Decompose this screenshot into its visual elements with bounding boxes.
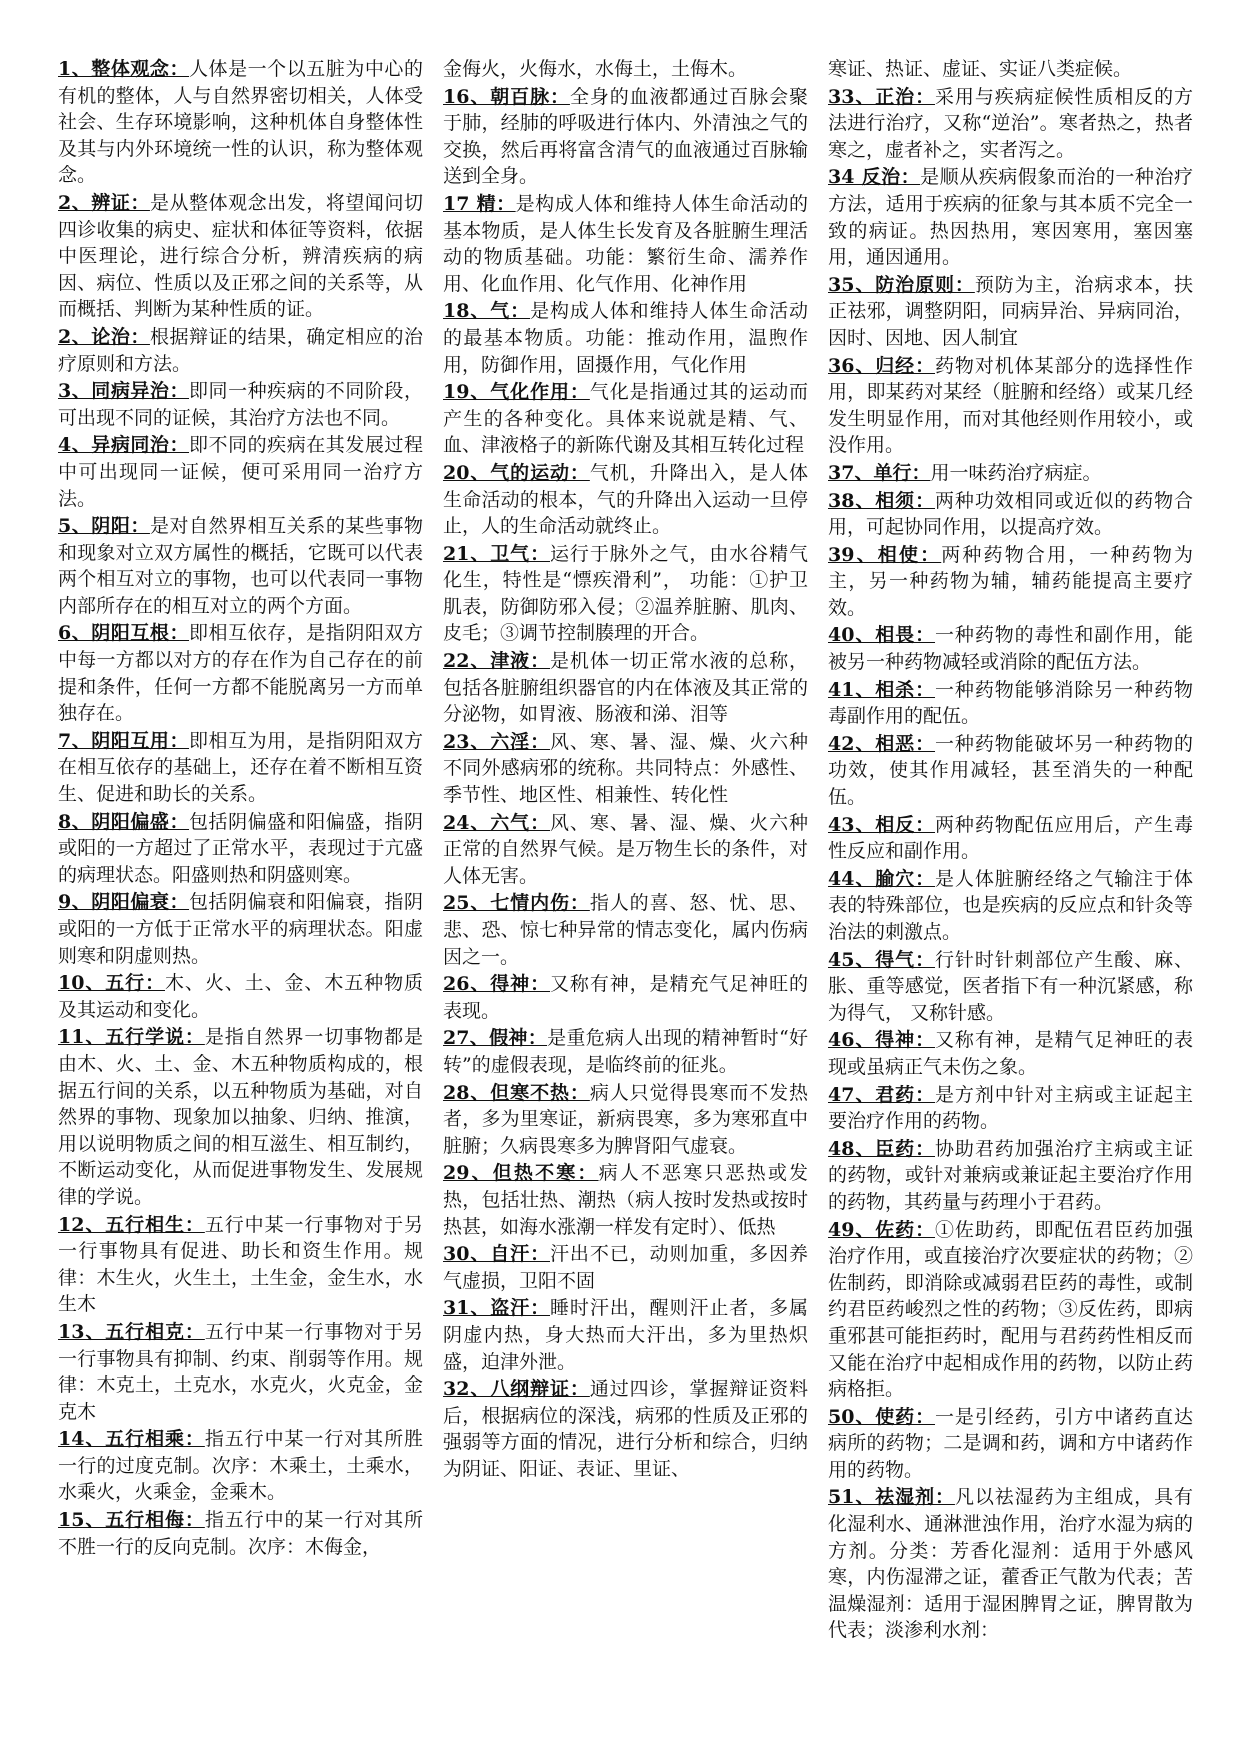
glossary-entry [828, 353, 1193, 459]
glossary-entry [443, 298, 808, 378]
entry-text: 协助君药加强治疗主病或主证的药物，或针对兼病或兼证起主要治疗作用的药物，其药量与药理小于君药。 [828, 1137, 1193, 1213]
glossary-entry [828, 488, 1193, 541]
entry-term: 51、祛湿剂： [828, 1486, 955, 1509]
entry-text: 预防为主，治病求本，扶正祛邪，调整阴阳，同病异治、异病同治，因时、因地、因人制宜 [828, 273, 1193, 349]
glossary-entry [828, 1404, 1193, 1484]
entry-text: 五行中某一行事物对于另一行事物具有促进、助长和资生作用。规律：木生火，火生土，土生金，金生水，水生木 [58, 1213, 423, 1316]
glossary-entry [443, 810, 808, 890]
entry-text: 是顺从疾病假象而治的一种治疗方法，适用于疾病的征象与其本质不完全一致的病证。热因热用，寒因寒用，塞因塞用，通因通用。 [828, 166, 1193, 269]
glossary-entry [443, 379, 808, 459]
glossary-entry [443, 84, 808, 190]
entry-text: 又称有神，是精充气足神旺的表现。 [443, 973, 808, 1022]
entry-term: 20、气的运动： [443, 461, 590, 484]
glossary-entry [828, 1082, 1193, 1135]
entry-text: 病人不恶寒只恶热或发热，包括壮热、潮热（病人按时发热或按时热甚，如海水涨潮一样发有定时）、低热 [443, 1162, 808, 1238]
glossary-entry [828, 731, 1193, 811]
glossary-entry [828, 677, 1193, 730]
glossary-entry [58, 1024, 423, 1210]
entry-term: 22、津液： [443, 650, 551, 673]
entry-term: 47、君药： [828, 1083, 936, 1106]
entry-term: 25、七情内伤： [443, 892, 590, 915]
entry-text: ①佐助药，即配伍君臣药加强治疗作用，或直接治疗次要症状的药物；②佐制药，即消除或减弱君臣药的毒性，或制约君臣药峻烈之性的药物；③反佐药，即病重邪甚可能拒药时，配用与君药药性相反而又能在治疗中起相成作用的药物，以防止药病格拒。 [828, 1218, 1193, 1401]
entry-term: 28、但寒不热： [443, 1081, 590, 1104]
entry-text: 寒证、热证、虚证、实证八类症候。 [828, 58, 1133, 80]
glossary-entry [443, 1160, 808, 1240]
column-2 [443, 56, 808, 1706]
entry-term: 38、相须： [828, 489, 936, 512]
entry-text: 五行中某一行事物对于另一行事物具有抑制、约束、削弱等作用。规律：木克土，土克水，水克火，火克金，金克木 [58, 1320, 423, 1423]
entry-term: 2、辨证： [58, 191, 150, 214]
glossary-entry [828, 84, 1193, 164]
glossary-entry [58, 324, 423, 377]
glossary-entry [828, 1027, 1193, 1080]
entry-text: 是对自然界相互关系的某些事物和现象对立双方属性的概括，它既可以代表两个相互对立的事物，也可以代表同一事物内部所存在的相互对立的两个方面。 [58, 515, 423, 617]
glossary-entry [58, 1319, 423, 1425]
entry-text: 睡时汗出，醒则汗止者，多属阴虚内热，身大热而大汗出，多为里热炽盛，迫津外泄。 [443, 1297, 808, 1373]
entry-text: 凡以祛湿药为主组成，具有化湿利水、通淋泄浊作用，治疗水湿为病的方剂。分类：芳香化湿剂：适用于外感风寒，内伤湿滞之证，藿香正气散为代表；苦温燥湿剂：适用于湿困脾胃之证，脾胃散为代表；淡渗利水剂： [828, 1486, 1193, 1642]
glossary-entry [828, 164, 1193, 270]
entry-text: 气机，升降出入，是人体生命活动的根本，气的升降出入运动一旦停止，人的生命活动就终止。 [443, 461, 808, 538]
entry-text: 风、寒、暑、湿、燥、火六种不同外感病邪的统称。共同特点：外感性、季节性、地区性、相兼性、转化性 [443, 730, 808, 807]
entry-text: 汗出不已，动则加重，多因养气虚损，卫阳不固 [443, 1243, 808, 1292]
entry-term: 27、假神： [443, 1027, 548, 1050]
glossary-entry [443, 1376, 808, 1482]
entry-text: 包括阴偏盛和阳偏盛，指阴或阳的一方超过了正常水平，表现过于亢盛的病理状态。阳盛则热和阴盛则寒。 [58, 810, 423, 886]
entry-term: 41、相杀： [828, 678, 936, 701]
entry-text: 是从整体观念出发，将望闻问切四诊收集的病史、症状和体征等资料，依据中医理论，进行综合分析，辨清疾病的病因、病位、性质以及正邪之间的关系等，从而概括、判断为某种性质的证。 [58, 191, 423, 321]
entry-text: 是人体脏腑经络之气输注于体表的特殊部位，也是疾病的反应点和针灸等治法的刺激点。 [828, 867, 1193, 943]
glossary-entry [58, 889, 423, 969]
entry-text: 一种药物的毒性和副作用，能被另一种药物减轻或消除的配伍方法。 [828, 624, 1193, 674]
entry-text: 运行于脉外之气，由水谷精气化生，特性是“慓疾滑利”， 功能：①护卫肌表，防御防邪入侵；②温养脏腑、肌肉、皮毛；③调节控制腠理的开合。 [443, 542, 808, 645]
column-1 [58, 56, 423, 1706]
entry-term: 33、正治： [828, 85, 936, 108]
entry-term: 1、整体观念： [58, 58, 190, 80]
glossary-entry [58, 432, 423, 512]
entry-term: 23、六淫： [443, 730, 551, 753]
column-3 [828, 56, 1193, 1706]
entry-text: 全身的血液都通过百脉会聚于肺，经肺的呼吸进行体内、外清浊之气的交换，然后再将富含清气的血液通过百脉输送到全身。 [443, 85, 808, 188]
glossary-entry [58, 620, 423, 726]
entry-text: 木、火、土、金、木五种物质及其运动和变化。 [58, 972, 423, 1021]
entry-term: 49、佐药： [828, 1218, 936, 1241]
entry-term: 37、单行： [828, 461, 931, 484]
entry-text: 根据辩证的结果，确定相应的治疗原则和方法。 [58, 325, 423, 375]
entry-text: 两种药物合用，一种药物为主，另一种药物为辅，辅药能提高主要疗效。 [828, 543, 1193, 619]
entry-term: 21、卫气： [443, 542, 551, 565]
entry-term: 9、阴阳偏衰： [58, 891, 190, 914]
entry-term: 12、五行相生： [58, 1213, 205, 1236]
glossary-entry [828, 56, 1193, 83]
glossary-entry [443, 729, 808, 809]
entry-term: 8、阴阳偏盛： [58, 810, 190, 833]
glossary-entry [58, 513, 423, 619]
entry-text: 两种药物配伍应用后，产生毒性反应和副作用。 [828, 813, 1193, 863]
glossary-entry [58, 56, 423, 189]
entry-term: 42、相恶： [828, 732, 936, 755]
glossary-entry [443, 890, 808, 970]
entry-text: 一种药物能够消除另一种药物毒副作用的配伍。 [828, 678, 1193, 728]
glossary-entry [443, 1080, 808, 1160]
glossary-entry [443, 56, 808, 83]
entry-term: 15、五行相侮： [58, 1509, 205, 1532]
glossary-entry [58, 1507, 423, 1560]
entry-term: 50、使药： [828, 1405, 936, 1428]
glossary-entry [828, 542, 1193, 622]
entry-text: 金侮火，火侮水，水侮土，土侮木。 [443, 58, 748, 80]
glossary-entry [828, 460, 1193, 487]
glossary-entry [443, 541, 808, 647]
entry-text: 指五行中某一行对其所胜一行的过度克制。次序：木乘土，土乘水，水乘火，火乘金，金乘木。 [58, 1428, 423, 1504]
entry-term: 24、六气： [443, 811, 551, 834]
glossary-entry [828, 1136, 1193, 1216]
glossary-entry [58, 970, 423, 1023]
entry-text: 风、寒、暑、湿、燥、火六种正常的自然界气候。是万物生长的条件，对人体无害。 [443, 811, 808, 887]
entry-text: 是重危病人出现的精神暂时“好转”的虚假表现，是临终前的征兆。 [443, 1027, 808, 1076]
glossary-entry [828, 866, 1193, 946]
entry-text: 包括阴偏衰和阳偏衰，指阴或阳的一方低于正常水平的病理状态。阳虚则寒和阴虚则热。 [58, 891, 423, 967]
entry-text: 是构成人体和维持人体生命活动的基本物质，是人体生长发育及各脏腑生理活动的物质基础。功能：繁衍生命、濡养作用、化血作用、化气作用、化神作用 [443, 192, 808, 295]
entry-term: 17 精： [443, 192, 516, 215]
glossary-entry [443, 460, 808, 540]
entry-term: 43、相反： [828, 813, 936, 836]
entry-text: 又称有神，是精气足神旺的表现或虽病正气未伤之象。 [828, 1029, 1193, 1078]
entry-text: 采用与疾病症候性质相反的方法进行治疗，又称“逆治”。寒者热之，热者寒之，虚者补之，实者泻之。 [828, 85, 1193, 161]
glossary-entry [828, 1484, 1193, 1644]
entry-text: 指人的喜、怒、忧、思、悲、恐、惊七种异常的情志变化，属内伤病因之一。 [443, 892, 808, 968]
entry-text: 即同一种疾病的不同阶段，可出现不同的证候，其治疗方法也不同。 [58, 380, 423, 429]
entry-term: 44、腧穴： [828, 867, 936, 890]
entry-text: 通过四诊，掌握辩证资料后，根据病位的深浅，病邪的性质及正邪的强弱等方面的情况，进行分析和综合，归纳为阴证、阳证、表证、里证、 [443, 1378, 808, 1480]
glossary-entry [443, 191, 808, 297]
entry-text: 两种功效相同或近似的药物合用，可起协同作用，以提高疗效。 [828, 489, 1193, 539]
glossary-entry [58, 378, 423, 431]
glossary-entry [58, 809, 423, 889]
entry-term: 36、归经： [828, 354, 936, 377]
entry-text: 是指自然界一切事物都是由木、火、土、金、木五种物质构成的，根据五行间的关系，以五种物质为基础，对自然界的事物、现象加以抽象、归纳、推演，用以说明物质之间的相互滋生、相互制约，不断运动变化，从而促进事物发生、发展规律的学说。 [58, 1026, 423, 1208]
entry-text: 用一味药治疗病症。 [930, 461, 1102, 484]
glossary-entry [443, 1241, 808, 1294]
entry-term: 32、八纲辩证： [443, 1378, 590, 1401]
glossary-entry [828, 622, 1193, 675]
entry-term: 35、防治原则： [828, 273, 975, 296]
entry-term: 39、相使： [828, 543, 942, 566]
glossary-entry [828, 1217, 1193, 1403]
entry-text: 是机体一切正常水液的总称，包括各脏腑组织器官的内在体液及其正常的分泌物，如胃液、肠液和涕、泪等 [443, 650, 808, 726]
entry-term: 3、同病异治： [58, 380, 190, 403]
entry-text: 即相互为用，是指阴阳双方在相互依存的基础上，还存在着不断相互资生、促进和助长的关系。 [58, 729, 423, 806]
entry-term: 2、论治： [58, 325, 150, 348]
entry-text: 即相互依存，是指阴阳双方中每一方都以对方的存在作为自己存在的前提和条件，任何一方都不能脱离另一方而单独存在。 [58, 622, 423, 725]
entry-term: 45、得气： [828, 948, 936, 971]
glossary-entry [58, 728, 423, 808]
entry-term: 34 反治： [828, 166, 921, 189]
entry-term: 46、得神： [828, 1029, 936, 1052]
glossary-entry [58, 1426, 423, 1506]
entry-term: 4、异病同治： [58, 434, 190, 457]
entry-text: 药物对机体某部分的选择性作用，即某药对某经（脏腑和经络）或某几经发生明显作用，而对其他经则作用较小，或没作用。 [828, 354, 1193, 457]
glossary-entry [443, 648, 808, 728]
entry-text: 是构成人体和维持人体生命活动的最基本物质。功能：推动作用，温煦作用，防御作用，固摄作用，气化作用 [443, 300, 808, 376]
glossary-entry [443, 1025, 808, 1078]
entry-term: 29、但热不寒： [443, 1162, 599, 1185]
entry-term: 40、相畏： [828, 624, 936, 647]
entry-text: 病人只觉得畏寒而不发热者，多为里寒证，新病畏寒，多为寒邪直中脏腑；久病畏寒多为脾肾阳气虚衰。 [443, 1081, 808, 1157]
glossary-entry [828, 947, 1193, 1027]
entry-term: 6、阴阳互根： [58, 622, 190, 645]
entry-term: 14、五行相乘： [58, 1428, 205, 1451]
entry-text: 即不同的疾病在其发展过程中可出现同一证候，便可采用同一治疗方法。 [58, 434, 423, 510]
glossary-entry [828, 272, 1193, 352]
glossary-entry [58, 190, 423, 323]
entry-term: 7、阴阳互用： [58, 729, 190, 752]
entry-text: 指五行中的某一行对其所不胜一行的反向克制。次序：木侮金， [58, 1509, 423, 1558]
entry-term: 5、阴阳： [58, 515, 150, 538]
entry-term: 26、得神： [443, 973, 551, 996]
glossary-entry [828, 812, 1193, 865]
entry-term: 16、朝百脉： [443, 85, 570, 108]
entry-term: 10、五行： [58, 972, 166, 995]
entry-text: 气化是指通过其的运动而产生的各种变化。具体来说就是精、气、血、津液格子的新陈代谢及其相互转化过程 [443, 381, 808, 457]
entry-term: 48、臣药： [828, 1137, 936, 1160]
entry-text: 人体是一个以五脏为中心的有机的整体，人与自然界密切相关，人体受社会、生存环境影响，这种机体自身整体性及其与内外环境统一性的认识，称为整体观念。 [58, 58, 423, 187]
glossary-entry [443, 1295, 808, 1375]
entry-text: 一是引经药，引方中诸药直达病所的药物；二是调和药，调和方中诸药作用的药物。 [828, 1405, 1193, 1481]
entry-term: 31、盗汗： [443, 1297, 551, 1320]
entry-term: 30、自汗： [443, 1243, 551, 1266]
entry-term: 18、气： [443, 300, 531, 323]
entry-text: 一种药物能破坏另一种药物的功效，使其作用减轻，甚至消失的一种配伍。 [828, 732, 1193, 809]
glossary-entry [443, 971, 808, 1024]
entry-term: 13、五行相克： [58, 1320, 205, 1343]
document-page [58, 56, 1193, 1706]
glossary-entry [58, 1212, 423, 1318]
entry-term: 11、五行学说： [58, 1026, 205, 1049]
entry-text: 行针时针刺部位产生酸、麻、胀、重等感觉，医者指下有一种沉紧感，称为得气， 又称针感。 [828, 948, 1193, 1024]
entry-text: 是方剂中针对主病或主证起主要治疗作用的药物。 [828, 1083, 1193, 1133]
entry-term: 19、气化作用： [443, 381, 590, 404]
